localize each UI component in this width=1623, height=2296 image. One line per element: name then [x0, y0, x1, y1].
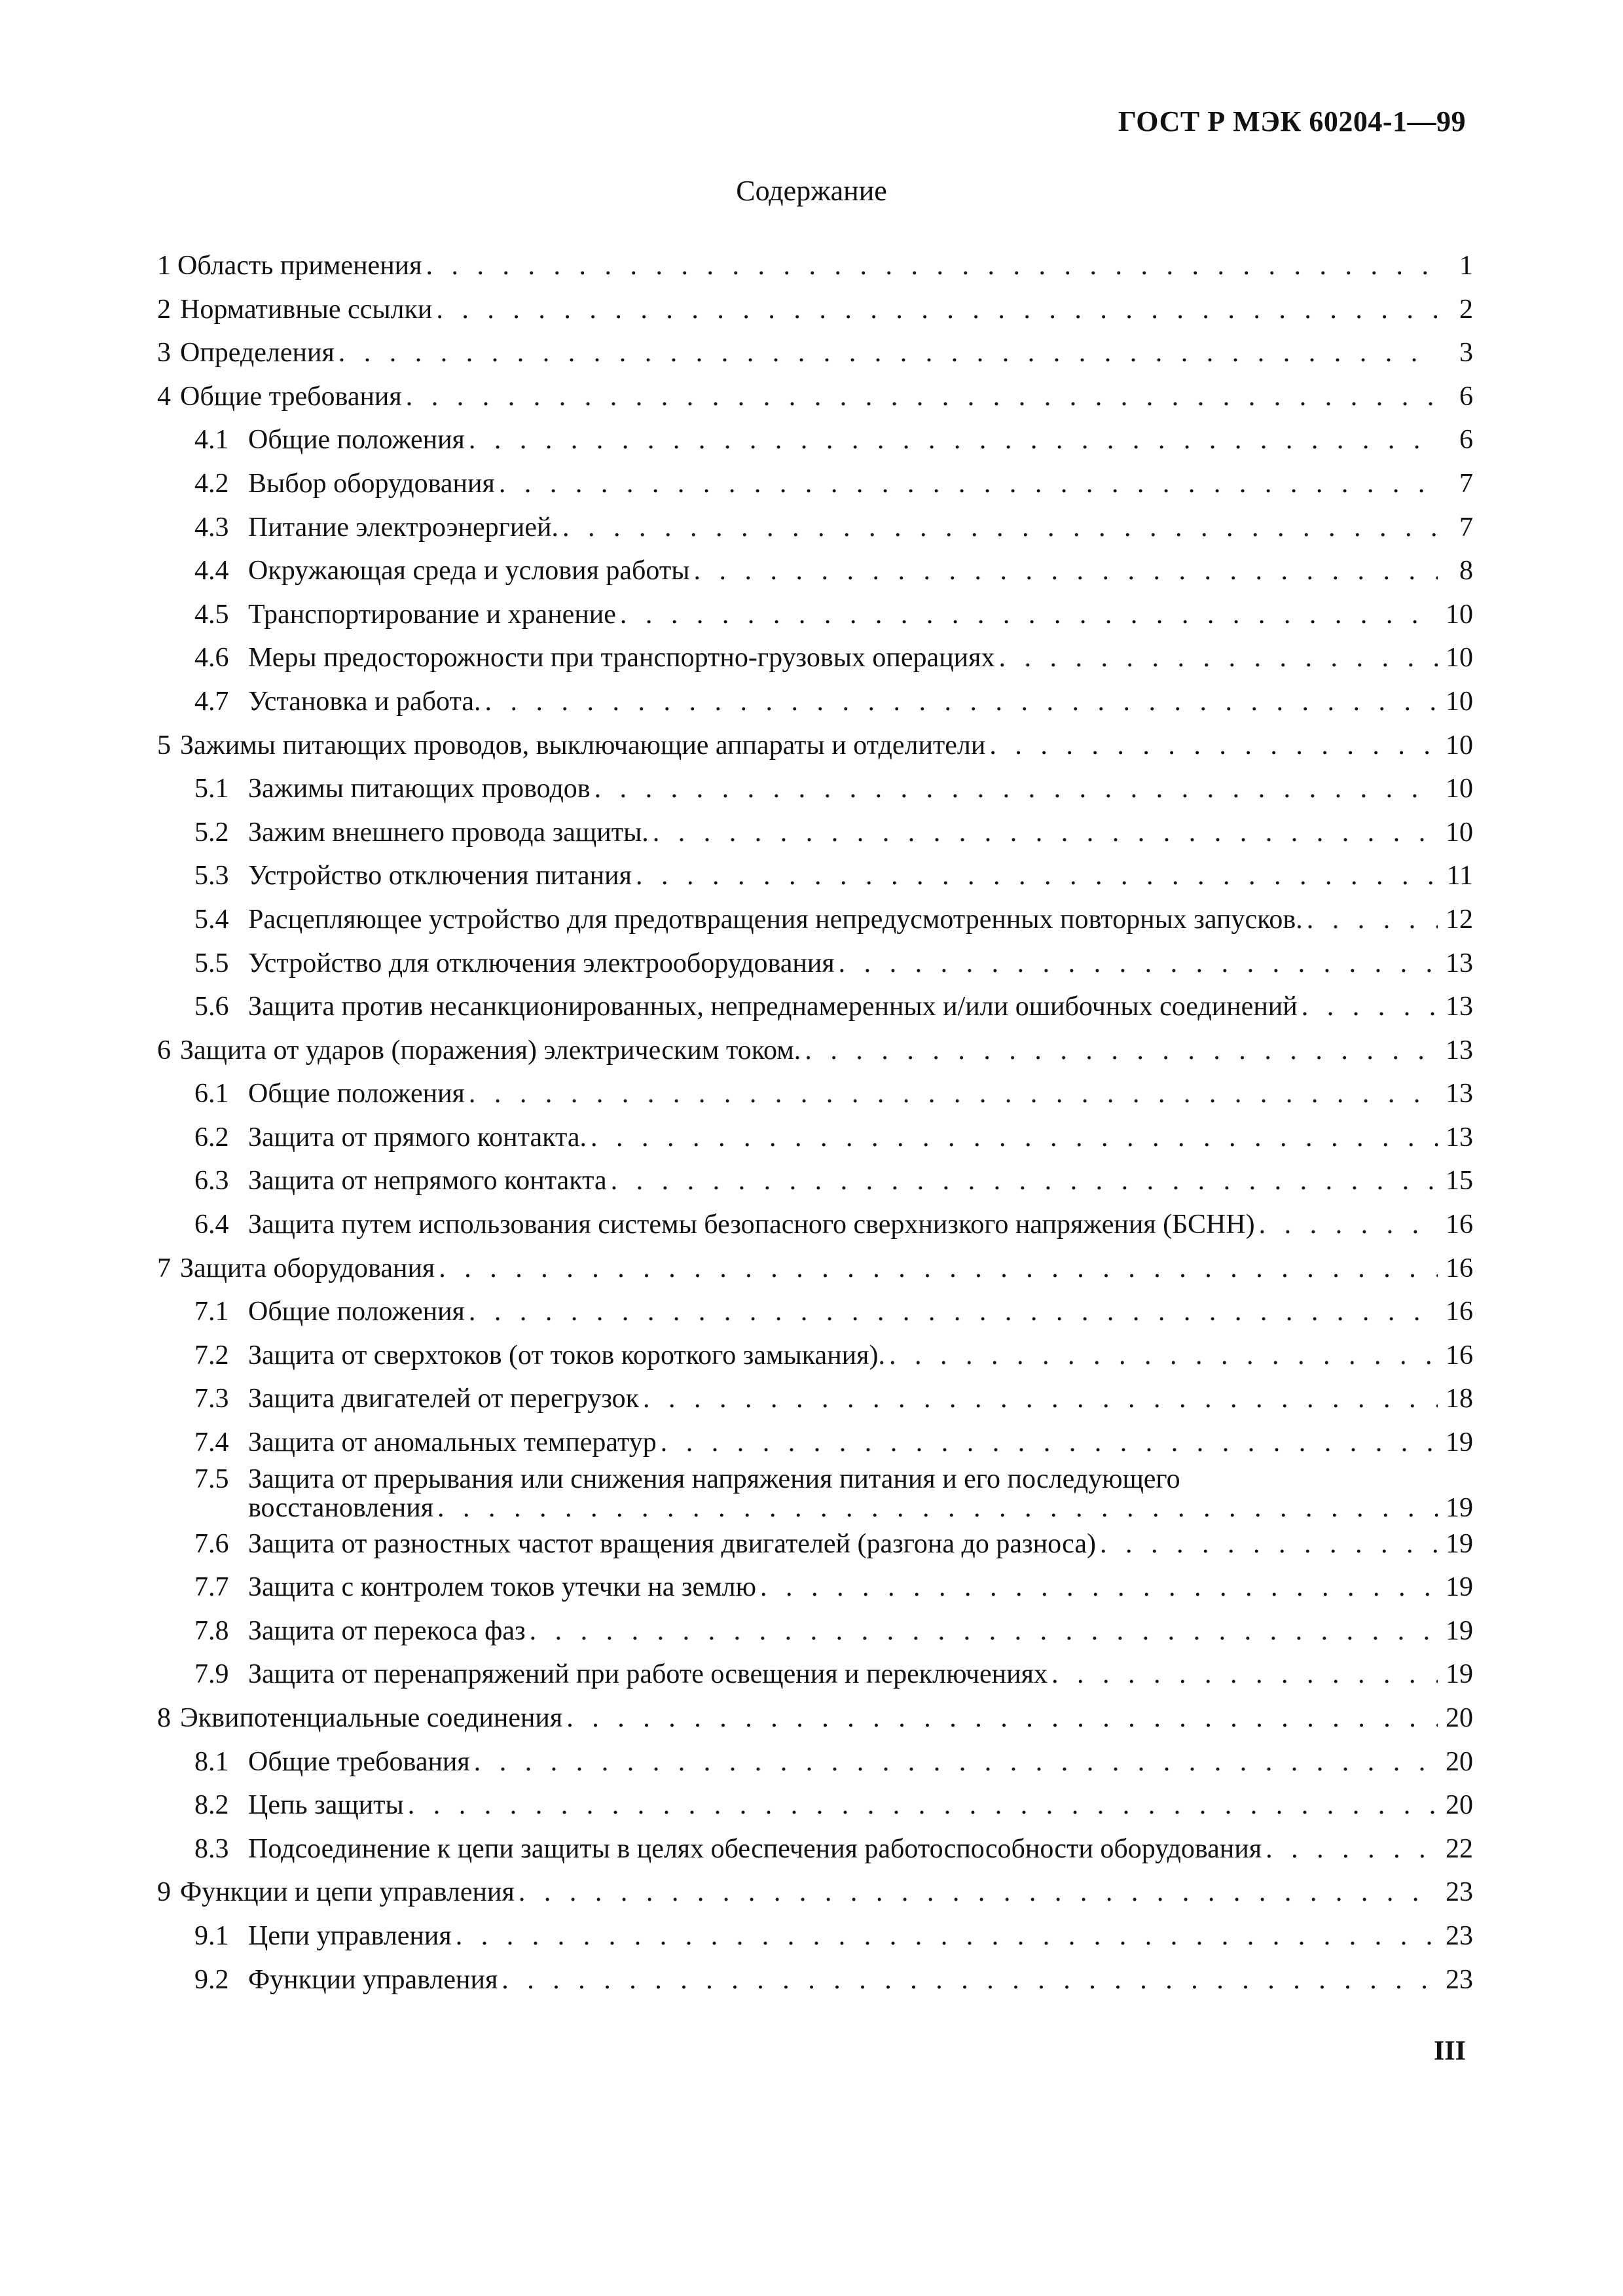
dot-leader	[558, 506, 1438, 550]
toc-entry-number: 4.2	[194, 468, 229, 499]
toc-entry	[157, 898, 1473, 942]
toc-entry-page: 13	[1446, 1122, 1473, 1153]
dot-leader	[632, 854, 1438, 898]
toc-entry-page: 20	[1446, 1790, 1473, 1821]
dot-leader	[985, 724, 1438, 768]
dot-leader	[994, 636, 1438, 680]
toc-entry-page: 6	[1459, 425, 1473, 456]
toc-entry-number: 6.4	[194, 1210, 229, 1240]
toc-entry-title: Защита от прямого контакта.	[248, 1122, 587, 1153]
toc-entry	[157, 549, 1473, 593]
toc-entry	[157, 1784, 1473, 1827]
toc-entry-page: 15	[1446, 1166, 1473, 1196]
toc-entry-page: 3	[1459, 338, 1473, 368]
toc-entry	[157, 1827, 1473, 1871]
page-number: III	[1433, 2036, 1466, 2066]
dot-leader	[801, 1029, 1438, 1073]
dot-leader	[587, 1116, 1438, 1160]
toc-entry-title: Зажим внешнего провода защиты.	[248, 817, 649, 848]
dot-leader	[495, 462, 1438, 506]
toc-entry-title: Общие положения	[248, 425, 465, 456]
toc-entry-title: Общие положения	[248, 1079, 465, 1109]
dot-leader	[562, 1696, 1438, 1740]
dot-leader	[1303, 898, 1438, 942]
toc-entry	[157, 1116, 1473, 1160]
dot-leader	[422, 244, 1438, 288]
toc-entry-number: 7.6	[194, 1528, 229, 1559]
toc-entry-title: Расцепляющее устройство для предотвращения непредусмотренных повторных запусков.	[248, 904, 1303, 935]
toc-entry-number: 5.3	[194, 861, 229, 891]
toc-entry-title: Защита от перекоса фаз	[248, 1615, 526, 1646]
dot-leader	[657, 1421, 1438, 1465]
toc-entry	[157, 506, 1473, 550]
toc-entry	[157, 331, 1473, 375]
toc-entry-page: 16	[1446, 1210, 1473, 1240]
toc-entry-number: 6	[157, 1035, 171, 1066]
toc-entry-number: 4.3	[194, 512, 229, 543]
dot-leader	[404, 1784, 1438, 1827]
toc-entry-page: 6	[1459, 381, 1473, 412]
toc-entry-title: Функции управления	[248, 1964, 498, 1995]
dot-leader	[835, 942, 1438, 986]
toc-entry	[157, 1958, 1473, 2002]
toc-entry-page: 10	[1446, 817, 1473, 848]
toc-entry-number: 7.2	[194, 1340, 229, 1371]
toc-entry-number: 6.3	[194, 1166, 229, 1196]
toc-entry-title: Выбор оборудования	[248, 468, 495, 499]
toc-entry	[157, 724, 1473, 768]
toc-entry-title: Питание электроэнергией.	[248, 512, 558, 543]
toc-entry-title: Общие положения	[248, 1297, 465, 1327]
dot-leader	[616, 593, 1438, 637]
toc-entry-title: Меры предосторожности при транспортно-грузовых операциях	[248, 643, 995, 673]
toc-entry-number: 7.8	[194, 1615, 229, 1646]
toc-entry	[157, 1696, 1473, 1740]
toc-entry-number: 5.5	[194, 948, 229, 978]
toc-entry-number: 7.3	[194, 1384, 229, 1414]
toc-entry-title: Нормативные ссылки	[180, 294, 433, 325]
toc-entry-page: 13	[1446, 948, 1473, 978]
toc-entry-title: Защита от разностных частот вращения двигателей (разгона до разноса)	[248, 1528, 1096, 1559]
toc-entry	[157, 636, 1473, 680]
toc-entry-title: Общие требования	[180, 381, 402, 412]
toc-entry-number: 7.5	[194, 1463, 229, 1494]
dot-leader	[526, 1609, 1438, 1653]
toc-entry-number: 4.1	[194, 425, 229, 456]
dot-leader	[756, 1566, 1438, 1609]
toc-entry	[157, 1609, 1473, 1653]
toc-entry-page: 19	[1446, 1427, 1473, 1458]
toc-entry	[157, 244, 1473, 288]
toc-entry-title: Устройство отключения питания	[248, 861, 632, 891]
toc-entry-page: 7	[1459, 512, 1473, 543]
toc-entry	[157, 1653, 1473, 1696]
toc-entry	[157, 375, 1473, 419]
dot-leader	[465, 1290, 1438, 1334]
toc-entry-title: Защита путем использования системы безопасного сверхнизкого напряжения (БСНН)	[248, 1210, 1255, 1240]
document-code: ГОСТ Р МЭК 60204-1—99	[1118, 105, 1466, 137]
toc-entry-number: 8.2	[194, 1790, 229, 1821]
dot-leader	[435, 1247, 1438, 1291]
dot-leader	[689, 549, 1438, 593]
dot-leader	[1255, 1203, 1438, 1247]
toc-entry	[157, 942, 1473, 986]
toc-entry-page: 12	[1446, 904, 1473, 935]
toc-entry-page: 19	[1446, 1659, 1473, 1690]
toc-entry-number: 5.1	[194, 774, 229, 804]
toc-entry	[157, 1072, 1473, 1116]
toc-entry-page: 10	[1446, 643, 1473, 673]
toc-entry-title: Защита от аномальных температур	[248, 1427, 657, 1458]
toc-entry-number: 8	[157, 1703, 171, 1733]
toc-entry-title: Общие требования	[248, 1746, 470, 1777]
dot-leader	[470, 1740, 1438, 1784]
toc-entry-title: Цепь защиты	[248, 1790, 404, 1821]
toc-entry-title: Область применения	[177, 251, 422, 281]
toc-entry	[157, 811, 1473, 855]
toc-entry-title: Зажимы питающих проводов	[248, 774, 591, 804]
toc-entry	[157, 1203, 1473, 1247]
toc-entry-number: 2	[157, 294, 171, 325]
toc-entry-number: 4.4	[194, 556, 229, 586]
toc-entry-number: 4.5	[194, 599, 229, 630]
toc-entry-title: Защита от перенапряжений при работе освещения и переключениях	[248, 1659, 1048, 1690]
dot-leader	[607, 1159, 1438, 1203]
dot-leader	[432, 288, 1438, 332]
toc-entry-title: Защита двигателей от перегрузок	[248, 1384, 640, 1414]
dot-leader	[1096, 1522, 1438, 1566]
dot-leader	[465, 1072, 1438, 1116]
toc-entry	[157, 593, 1473, 637]
toc-entry-page: 23	[1446, 1877, 1473, 1908]
dot-leader	[649, 811, 1438, 855]
toc-entry-title: Подсоединение к цепи защиты в целях обеспечения работоспособности оборудования	[248, 1833, 1262, 1864]
toc-entry-number: 7	[157, 1253, 171, 1283]
toc-entry-page: 1	[1459, 251, 1473, 281]
toc-entry-title-continuation	[248, 1494, 1473, 1522]
toc-entry-title: Определения	[180, 338, 335, 368]
dot-leader	[335, 331, 1438, 375]
toc-entry	[157, 680, 1473, 724]
toc-entry-number: 4.7	[194, 686, 229, 717]
toc-entry-number: 8.1	[194, 1746, 229, 1777]
toc-entry-page: 22	[1446, 1833, 1473, 1864]
toc-entry-page: 19	[1446, 1572, 1473, 1603]
toc-entry-page: 19	[1446, 1615, 1473, 1646]
toc-entry	[157, 1871, 1473, 1914]
toc-entry-title: Цепи управления	[248, 1920, 452, 1951]
toc-entry-page: 10	[1446, 686, 1473, 717]
toc-entry	[157, 288, 1473, 332]
dot-leader	[639, 1377, 1438, 1421]
toc-entry-number: 4.6	[194, 643, 229, 673]
toc-entry	[157, 462, 1473, 506]
toc-entry-number: 7.4	[194, 1427, 229, 1458]
toc-entry-number: 6.2	[194, 1122, 229, 1153]
toc-entry-number: 9.2	[194, 1964, 229, 1995]
toc-entry-number: 5.2	[194, 817, 229, 848]
toc-entry-number: 1	[157, 251, 171, 281]
toc-entry-page: 10	[1446, 599, 1473, 630]
toc-entry	[157, 1029, 1473, 1073]
toc-entry	[157, 767, 1473, 811]
toc-entry-page: 16	[1446, 1297, 1473, 1327]
toc-entry-page: 13	[1446, 992, 1473, 1022]
dot-leader	[402, 375, 1438, 419]
dot-leader	[465, 418, 1438, 462]
toc-entry-number: 7.9	[194, 1659, 229, 1690]
toc-entry-page: 23	[1446, 1920, 1473, 1951]
toc-entry-title: Функции и цепи управления	[180, 1877, 515, 1908]
dot-leader	[1262, 1827, 1438, 1871]
toc-entry-title: Установка и работа.	[248, 686, 481, 717]
dot-leader	[433, 1494, 1438, 1522]
toc-entry-number: 3	[157, 338, 171, 368]
toc-entry-title: Защита оборудования	[180, 1253, 435, 1283]
toc-entry-page: 19	[1446, 1528, 1473, 1559]
toc-entry	[157, 1334, 1473, 1378]
toc-entry-title: Транспортирование и хранение	[248, 599, 616, 630]
toc-entry-page: 19	[1446, 1492, 1473, 1523]
toc-entry	[157, 1740, 1473, 1784]
toc-entry-title-line2: восстановления	[248, 1492, 434, 1523]
toc-entry	[157, 1566, 1473, 1609]
toc-entry-number: 8.3	[194, 1833, 229, 1864]
dot-leader	[591, 767, 1438, 811]
toc-entry-page: 11	[1446, 861, 1473, 891]
toc-entry-page: 2	[1459, 294, 1473, 325]
toc-entry	[157, 1247, 1473, 1291]
toc-entry-page: 20	[1446, 1746, 1473, 1777]
table-of-contents	[157, 244, 1473, 2001]
toc-entry-number: 7.1	[194, 1297, 229, 1327]
toc-entry-page: 23	[1446, 1964, 1473, 1995]
toc-entry-number: 4	[157, 381, 171, 412]
toc-entry-number: 5	[157, 730, 171, 761]
toc-entry-title: Эквипотенциальные соединения	[180, 1703, 563, 1733]
dot-leader	[498, 1958, 1438, 2002]
toc-entry-number: 6.1	[194, 1079, 229, 1109]
toc-entry-title: Защита против несанкционированных, непреднамеренных и/или ошибочных соединений	[248, 992, 1298, 1022]
dot-leader	[481, 680, 1438, 724]
toc-entry-page: 20	[1446, 1703, 1473, 1733]
toc-entry	[157, 1377, 1473, 1421]
toc-entry-title: Защита от ударов (поражения) электрическим током.	[180, 1035, 801, 1066]
toc-entry	[157, 1290, 1473, 1334]
toc-entry-number: 5.4	[194, 904, 229, 935]
dot-leader	[515, 1871, 1438, 1914]
toc-entry-page: 13	[1446, 1079, 1473, 1109]
toc-entry-page: 7	[1459, 468, 1473, 499]
toc-entry-title: Устройство для отключения электрооборудования	[248, 948, 835, 978]
dot-leader	[1298, 985, 1438, 1029]
toc-entry-page: 18	[1446, 1384, 1473, 1414]
toc-entry-title: Защита от прерывания или снижения напряжения питания и его последующего	[248, 1463, 1180, 1494]
toc-entry	[157, 1522, 1473, 1566]
dot-leader	[885, 1334, 1438, 1378]
dot-leader	[1048, 1653, 1438, 1696]
toc-entry-number: 5.6	[194, 992, 229, 1022]
toc-entry-page: 10	[1446, 774, 1473, 804]
toc-entry-number: 9	[157, 1877, 171, 1908]
toc-entry-title: Зажимы питающих проводов, выключающие аппараты и отделители	[180, 730, 986, 761]
toc-entry-page: 13	[1446, 1035, 1473, 1066]
toc-entry	[157, 418, 1473, 462]
toc-entry-page: 8	[1459, 556, 1473, 586]
toc-entry	[157, 985, 1473, 1029]
toc-entry-title: Защита от сверхтоков (от токов короткого замыкания).	[248, 1340, 885, 1371]
toc-entry-page: 10	[1446, 730, 1473, 761]
toc-entry	[157, 854, 1473, 898]
toc-entry	[157, 1914, 1473, 1958]
page-title: Содержание	[736, 175, 887, 207]
toc-entry-number: 9.1	[194, 1920, 229, 1951]
toc-entry-number: 7.7	[194, 1572, 229, 1603]
toc-entry	[157, 1421, 1473, 1465]
toc-entry	[157, 1465, 1473, 1522]
toc-entry-title-block	[248, 1465, 1473, 1522]
toc-entry-title: Защита с контролем токов утечки на землю	[248, 1572, 757, 1603]
dot-leader	[452, 1914, 1438, 1958]
toc-entry-title: Защита от непрямого контакта	[248, 1166, 607, 1196]
toc-entry-title: Окружающая среда и условия работы	[248, 556, 690, 586]
toc-entry	[157, 1159, 1473, 1203]
toc-entry-page: 16	[1446, 1253, 1473, 1283]
toc-entry-page: 16	[1446, 1340, 1473, 1371]
